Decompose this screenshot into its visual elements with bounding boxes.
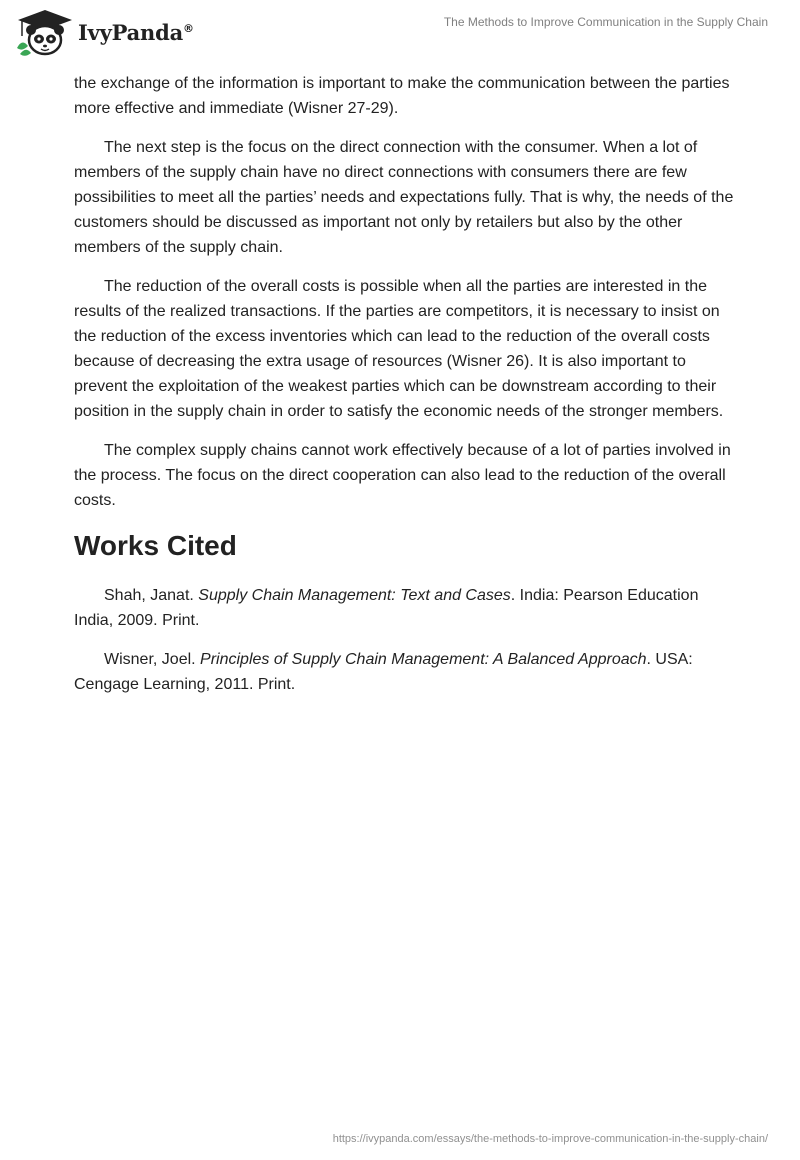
citation-title: Principles of Supply Chain Management: A Balanced Approach <box>200 651 647 668</box>
works-cited-heading: Works Cited <box>74 530 237 561</box>
body-paragraph: the exchange of the information is important to make the communication between the parties more effective and immediate (Wisner 27-29). <box>74 75 730 117</box>
ivypanda-logo[interactable] <box>14 8 214 58</box>
running-title: The Methods to Improve Communication in the Supply Chain <box>443 15 768 29</box>
panda-graduate-icon <box>14 8 76 58</box>
body-paragraph: The complex supply chains cannot work effectively because of a lot of parties involved in the process. The focus on the direct cooperation can also lead to the reduction of the overall costs. <box>74 442 731 509</box>
essay-content <box>74 71 734 711</box>
citation-title: Supply Chain Management: Text and Cases <box>198 587 511 604</box>
citation-entry <box>74 583 734 633</box>
citation-author: Wisner, Joel. <box>104 651 201 668</box>
source-url[interactable]: https://ivypanda.com/essays/the-methods-to-improve-communication-in-the-supply-chain/ <box>332 1133 768 1145</box>
body-paragraph: The next step is the focus on the direct connection with the consumer. When a lot of members of the supply chain have no direct connections with consumers there are few possibilities to meet all the parties’ needs and expectations fully. That is why, the needs of the customers should be discussed as important not only by retailers but also by the other members of the supply chain. <box>74 139 734 256</box>
citation-details: . USA: Cengage Learning, 2011. Print. <box>74 651 693 693</box>
citation-author: Shah, Janat. <box>104 587 199 604</box>
logo-wordmark: IvyPanda® <box>78 20 194 45</box>
page-header <box>0 0 800 64</box>
citation-details: . India: Pearson Education India, 2009. Print. <box>74 587 699 629</box>
body-paragraph: The reduction of the overall costs is possible when all the parties are interested in the results of the realized transactions. If the parties are competitors, it is necessary to insist on the reduction of the excess inventories which can lead to the reduction of the overall costs because of decreasing the extra usage of resources (Wisner 26). It is also important to prevent the exploitation of the weakest parties which can be downstream according to their position in the supply chain in order to satisfy the economic needs of the stronger members. <box>74 278 724 420</box>
citation-entry <box>74 647 734 697</box>
